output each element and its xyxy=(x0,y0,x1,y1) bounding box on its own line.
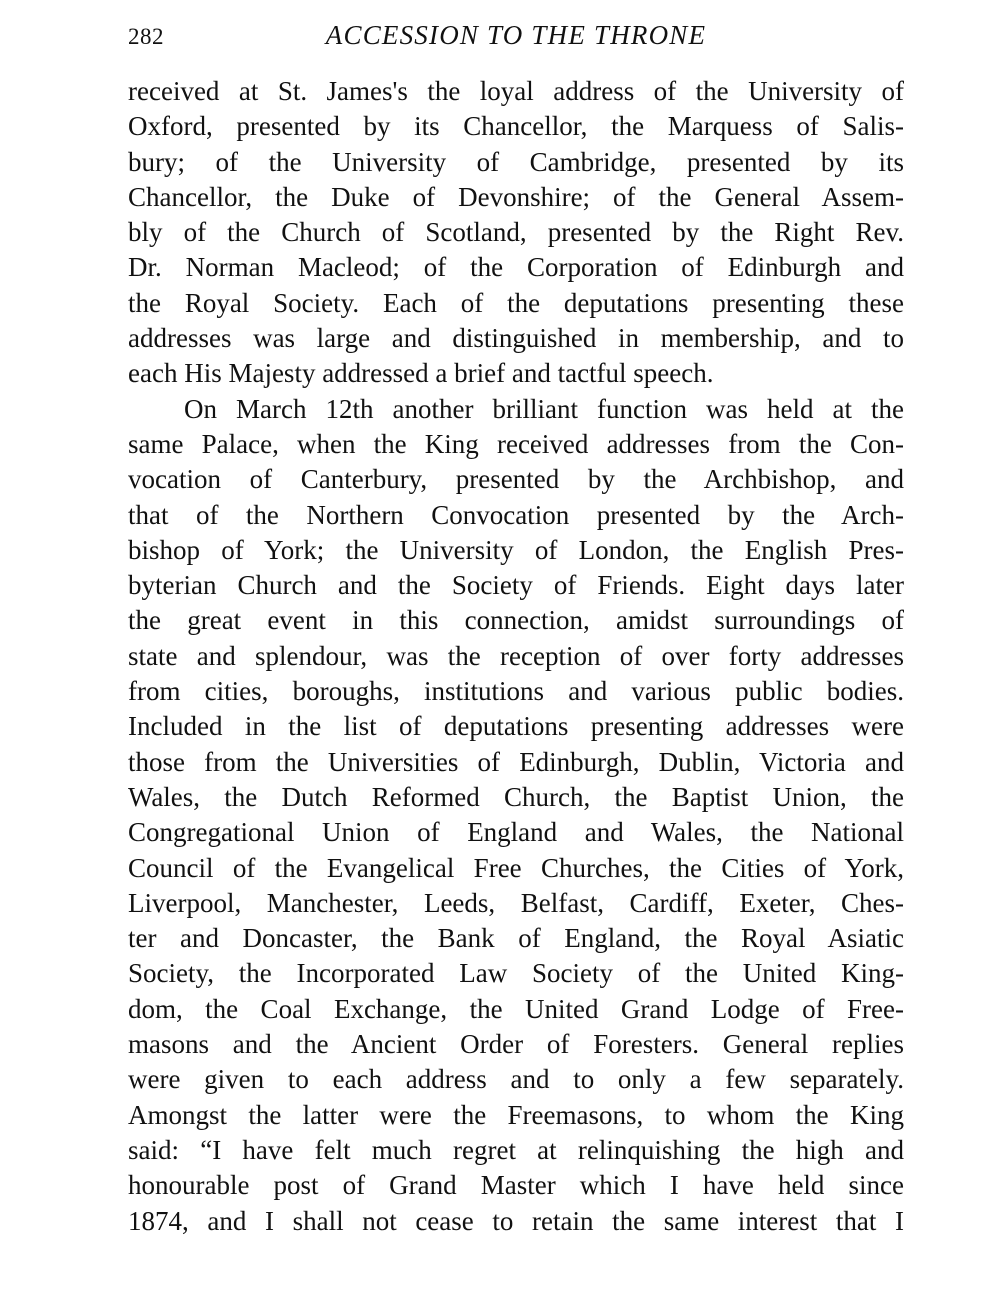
text-line: Included in the list of deputations presenting addresses were xyxy=(128,711,904,742)
text-line: received at St. James's the loyal address of the University of xyxy=(128,76,904,106)
text-line: addresses was large and distinguished in membership, and to xyxy=(128,323,904,354)
text-line: vocation of Canterbury, presented by the Archbishop, and xyxy=(128,464,904,495)
text-line: Council of the Evangelical Free Churches, the Cities of York, xyxy=(128,852,904,883)
text-line: Congregational Union of England and Wales, the National xyxy=(128,817,904,848)
text-line: dom, the Coal Exchange, the United Grand Lodge of Free- xyxy=(128,993,904,1024)
text-line: 1874, and I shall not cease to retain the same interest that I xyxy=(128,1205,904,1236)
text-line: bly of the Church of Scotland, presented by the Right Rev. xyxy=(128,217,904,248)
page-number: 282 xyxy=(128,24,164,49)
text-line: bishop of York; the University of London, the English Pres- xyxy=(128,534,904,565)
text-line: byterian Church and the Society of Friends. Eight days later xyxy=(128,570,904,601)
text-line: Oxford, presented by its Chancellor, the Marquess of Salis- xyxy=(128,111,904,142)
text-line: those from the Universities of Edinburgh, Dublin, Victoria and xyxy=(128,746,904,777)
text-line: that of the Northern Convocation presented by the Arch- xyxy=(128,499,904,530)
body-text xyxy=(128,74,904,1239)
text-line: Wales, the Dutch Reformed Church, the Baptist Union, the xyxy=(128,781,904,812)
text-line: the Royal Society. Each of the deputations presenting these xyxy=(128,287,904,318)
text-line: Dr. Norman Macleod; of the Corporation of Edinburgh and xyxy=(128,252,904,283)
text-line: same Palace, when the King received addresses from the Con- xyxy=(128,428,904,459)
text-line: said: “I have felt much regret at relinquishing the high and xyxy=(128,1134,904,1165)
text-line: from cities, boroughs, institutions and various public bodies. xyxy=(128,676,904,707)
text-line: the great event in this connection, amidst surroundings of xyxy=(128,605,904,636)
text-line: bury; of the University of Cambridge, presented by its xyxy=(128,146,904,177)
paragraph-start-line: On March 12th another brilliant function was held at the xyxy=(184,393,904,424)
text-line: Liverpool, Manchester, Leeds, Belfast, Cardiff, Exeter, Ches- xyxy=(128,887,904,918)
running-head xyxy=(128,18,904,58)
text-line: state and splendour, was the reception of over forty addresses xyxy=(128,640,904,671)
text-line: honourable post of Grand Master which I have held since xyxy=(128,1170,904,1201)
text-line: ter and Doncaster, the Bank of England, the Royal Asiatic xyxy=(128,923,904,954)
text-line: Amongst the latter were the Freemasons, to whom the King xyxy=(128,1099,904,1130)
text-line: were given to each address and to only a few separately. xyxy=(128,1064,904,1095)
text-line: masons and the Ancient Order of Foresters. General replies xyxy=(128,1029,904,1060)
running-title: ACCESSION TO THE THRONE xyxy=(325,20,707,50)
paragraph-end-line: each His Majesty addressed a brief and tactful speech. xyxy=(128,358,714,389)
text-line: Society, the Incorporated Law Society of the United King- xyxy=(128,958,904,989)
text-line: Chancellor, the Duke of Devonshire; of the General Assem- xyxy=(128,181,904,212)
